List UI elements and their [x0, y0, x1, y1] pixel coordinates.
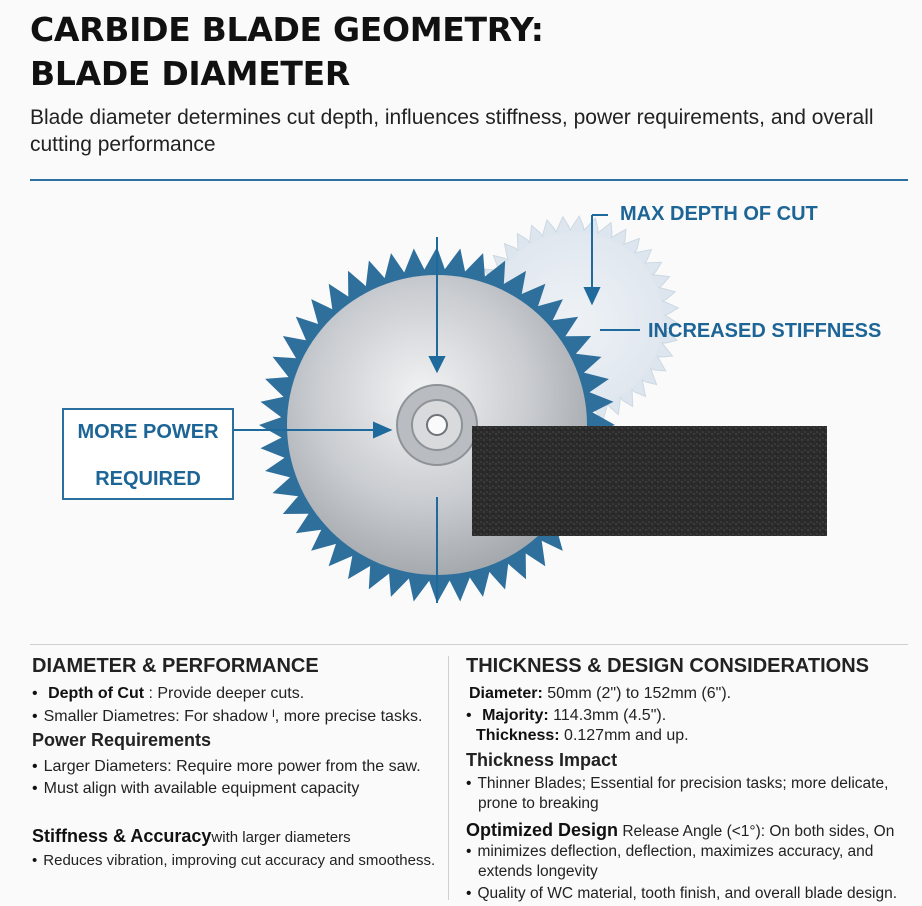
arbor-hole [427, 415, 447, 435]
header-divider [30, 179, 908, 181]
majority-text: 114.3mm (4.5"). [548, 707, 667, 724]
column-divider [448, 656, 449, 900]
power-heading: Power Requirements [32, 730, 212, 750]
list-item-vibration: • Reduces vibration, improving cut accuracy and smoothess. [32, 851, 435, 871]
max-depth-callout: MAX DEPTH OF CUT [620, 203, 818, 225]
stiffness-callout: INCREASED STIFFNESS [648, 320, 882, 342]
depth-label: Depth of Cut [48, 685, 145, 702]
power-callout-line-1: MORE POWER [77, 421, 219, 443]
blade-diagram [0, 185, 922, 635]
section-divider [30, 644, 908, 645]
power-callout-line-2: REQUIRED [95, 468, 201, 490]
section-heading-thickness: THICKNESS & DESIGN CONSIDERATIONS [466, 655, 869, 677]
list-item-depth [32, 684, 304, 704]
list-item-minimizes-cont: extends longevity [478, 863, 598, 880]
list-item-align: • Must align with available equipment capacity [32, 779, 359, 799]
list-item-majority [466, 706, 666, 726]
title-line-1: CARBIDE BLADE GEOMETRY: [30, 10, 544, 49]
majority-label: Majority: [482, 707, 549, 724]
list-item-larger: • Larger Diameters: Require more power from the saw. [32, 757, 421, 777]
diameter-row [469, 684, 731, 704]
workpiece [472, 426, 827, 536]
list-item-quality: • Quality of WC material, tooth finish, and overall blade design. [466, 884, 897, 904]
thickness-label: Thickness: [476, 727, 560, 744]
list-item-smaller: • Smaller Diametres: For shadow ᴵ, more precise tasks. [32, 707, 422, 727]
page-title [30, 8, 890, 96]
thickness-text: 0.127mm and up. [559, 727, 689, 744]
optimized-heading-row [466, 820, 894, 842]
thickness-impact-heading: Thickness Impact [466, 750, 618, 770]
stiffness-heading-row [32, 826, 351, 848]
section-heading-diameter: DIAMETER & PERFORMANCE [32, 655, 319, 677]
diameter-label: Diameter: [469, 685, 543, 702]
stiffness-heading: Stiffness & Accuracy [32, 826, 212, 846]
optimized-suffix: Release Angle (<1°): On both sides, On [618, 823, 895, 840]
page-subtitle: Blade diameter determines cut depth, influences stiffness, power requirements, and overall cutting performance [30, 106, 874, 156]
list-item-minimizes: • minimizes deflection, deflection, maximizes accuracy, and [466, 842, 873, 862]
depth-text: : Provide deeper cuts. [144, 685, 305, 702]
diameter-text: 50mm (2") to 152mm (6"). [542, 685, 732, 702]
list-item-thinner: • Thinner Blades; Essential for precision tasks; more delicate, [466, 774, 888, 794]
stiffness-suffix: with larger diameters [211, 829, 351, 846]
title-line-2: BLADE DIAMETER [30, 54, 350, 93]
optimized-heading: Optimized Design [466, 820, 619, 840]
thickness-row [476, 726, 689, 746]
list-item-thinner-cont: prone to breaking [478, 795, 599, 812]
power-callout-box [62, 408, 234, 500]
